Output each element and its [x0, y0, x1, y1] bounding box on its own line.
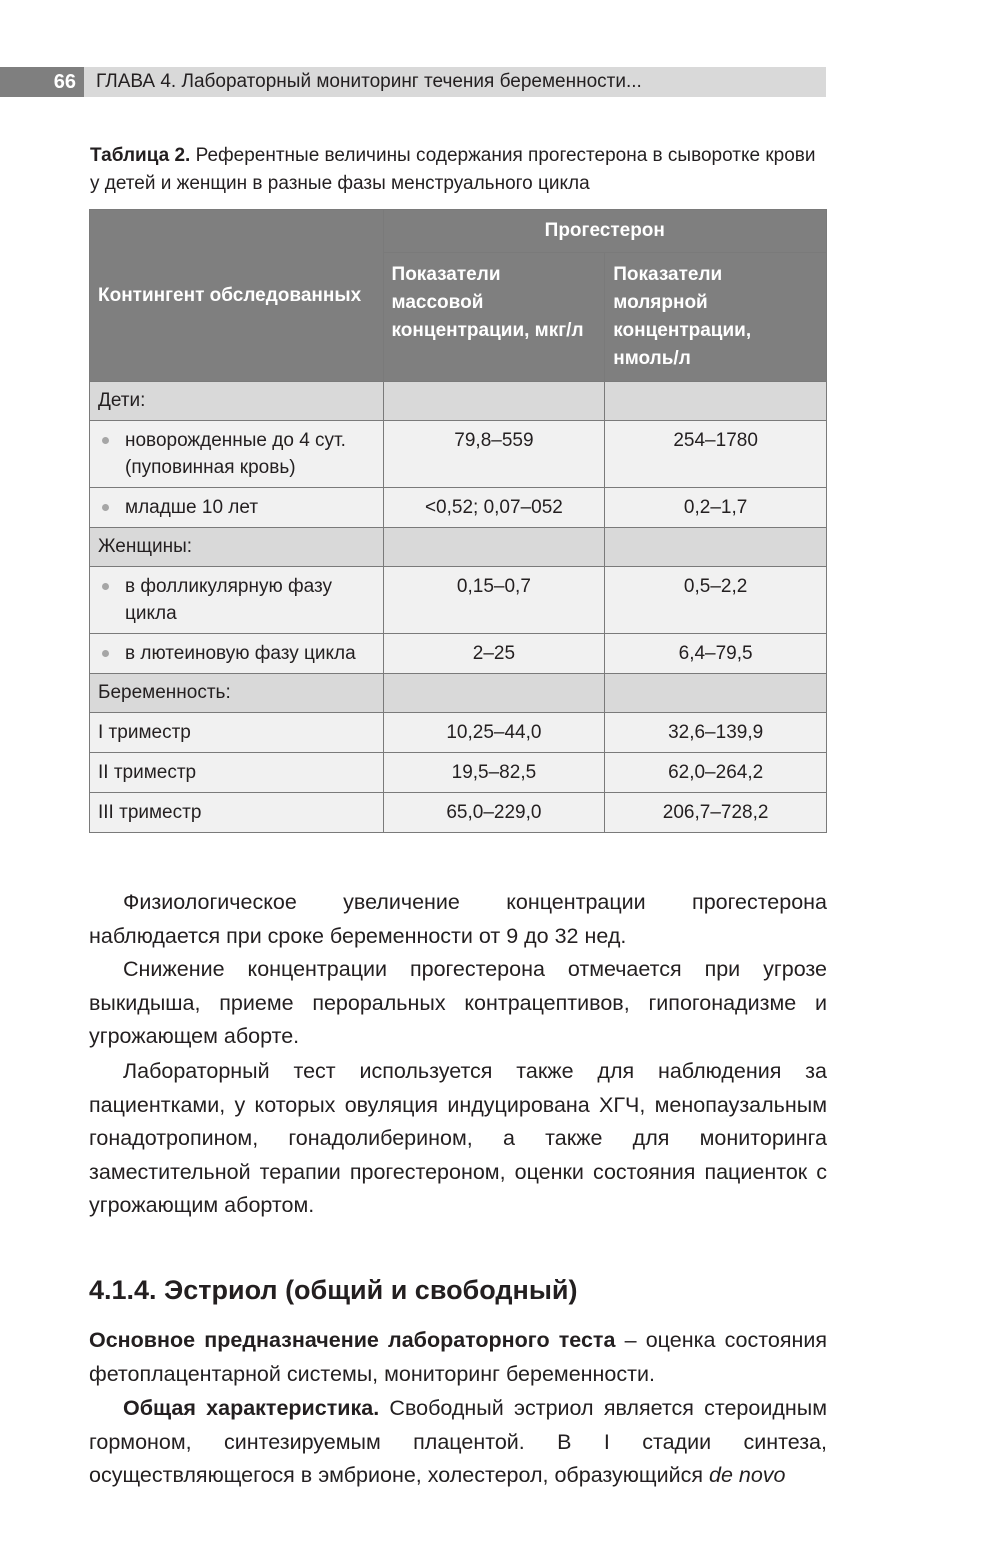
- table-row: [90, 488, 827, 528]
- paragraph-decrease: Снижение концентрации прогестерона отмечается при угрозе выкидыша, приеме пероральных контрацептивов, гипогонадизме и угрожающем аборте.: [89, 957, 827, 1048]
- bullet-icon: [102, 437, 109, 444]
- row-label: II триместр: [90, 753, 384, 793]
- paragraph-general-characteristics: [89, 1392, 827, 1493]
- row-label: III триместр: [90, 793, 384, 833]
- column-header-mass: Показатели массовой концентрации, мкг/л: [383, 253, 605, 382]
- row-label: в фолликулярную фазу цикла: [125, 576, 332, 624]
- purpose-text: – оценка состояния фетоплацентарной системы, мониторинг беременности.: [89, 1328, 827, 1386]
- bullet-icon: [102, 504, 109, 511]
- table-caption-text: Референтные величины содержания прогестерона в сыворотке крови у детей и женщин в разные фазы менструального цикла: [90, 145, 816, 194]
- table-section-row: [90, 674, 827, 713]
- table-row: [90, 567, 827, 634]
- section-heading: 4.1.4. Эстриол (общий и свободный): [89, 1275, 578, 1305]
- molar-value: 0,2–1,7: [605, 488, 827, 528]
- row-label: новорожденные до 4 сут. (пуповинная кровь): [125, 430, 346, 478]
- column-header-contingent: Контингент обследованных: [90, 210, 384, 382]
- table-section-row: [90, 382, 827, 421]
- table-row: [90, 793, 827, 833]
- mass-value: <0,52; 0,07–052: [383, 488, 605, 528]
- mass-value: 0,15–0,7: [383, 567, 605, 634]
- characteristics-italic: de novo: [708, 1463, 786, 1487]
- table-caption: [90, 142, 828, 198]
- paragraph-lab-test-usage: Лабораторный тест используется также для наблюдения за пациентками, у которых овуляция индуцирована ХГЧ, менопаузальным гонадотропином, гонадолиберином, а также для мониторинга заместительной терапии прогестероном, оценки состояния пациенток с угрожающим абортом.: [89, 1059, 827, 1217]
- purpose-label: Основное предназначение лабораторного теста: [89, 1328, 616, 1352]
- paragraph-purpose: [89, 1324, 827, 1391]
- molar-value: 32,6–139,9: [605, 713, 827, 753]
- progesterone-table: [89, 209, 827, 833]
- molar-value: 0,5–2,2: [605, 567, 827, 634]
- row-label: в лютеиновую фазу цикла: [125, 643, 356, 664]
- column-header-molar: Показатели молярной концентрации, нмоль/л: [605, 253, 827, 382]
- table-caption-label: Таблица 2.: [90, 145, 191, 166]
- section-label: Женщины:: [90, 528, 384, 567]
- mass-value: 10,25–44,0: [383, 713, 605, 753]
- column-group-progesterone: Прогестерон: [383, 210, 826, 253]
- molar-value: 6,4–79,5: [605, 634, 827, 674]
- section-label: Беременность:: [90, 674, 384, 713]
- row-label: I триместр: [90, 713, 384, 753]
- row-label: младше 10 лет: [125, 497, 259, 518]
- characteristics-label: Общая характеристика.: [123, 1396, 380, 1420]
- characteristics-text: Свободный эстриол является стероидным гормоном, синтезируемым плацентой. В I стадии синтеза, осуществляющегося в эмбрионе, холестерол, образующийся: [89, 1396, 827, 1487]
- molar-value: 254–1780: [605, 421, 827, 488]
- bullet-icon: [102, 650, 109, 657]
- mass-value: 65,0–229,0: [383, 793, 605, 833]
- section-label: Дети:: [90, 382, 384, 421]
- table-row: [90, 753, 827, 793]
- molar-value: 62,0–264,2: [605, 753, 827, 793]
- mass-value: 19,5–82,5: [383, 753, 605, 793]
- paragraph-physiological-increase: Физиологическое увеличение концентрации прогестерона наблюдается при сроке беременности от 9 до 32 нед.: [89, 890, 827, 948]
- table-row: [90, 634, 827, 674]
- mass-value: 2–25: [383, 634, 605, 674]
- running-header: [0, 67, 826, 97]
- table-section-row: [90, 528, 827, 567]
- molar-value: 206,7–728,2: [605, 793, 827, 833]
- table-row: [90, 713, 827, 753]
- page-number: 66: [0, 67, 84, 97]
- table-row: [90, 421, 827, 488]
- mass-value: 79,8–559: [383, 421, 605, 488]
- chapter-title: ГЛАВА 4. Лабораторный мониторинг течения беременности...: [96, 71, 642, 92]
- bullet-icon: [102, 583, 109, 590]
